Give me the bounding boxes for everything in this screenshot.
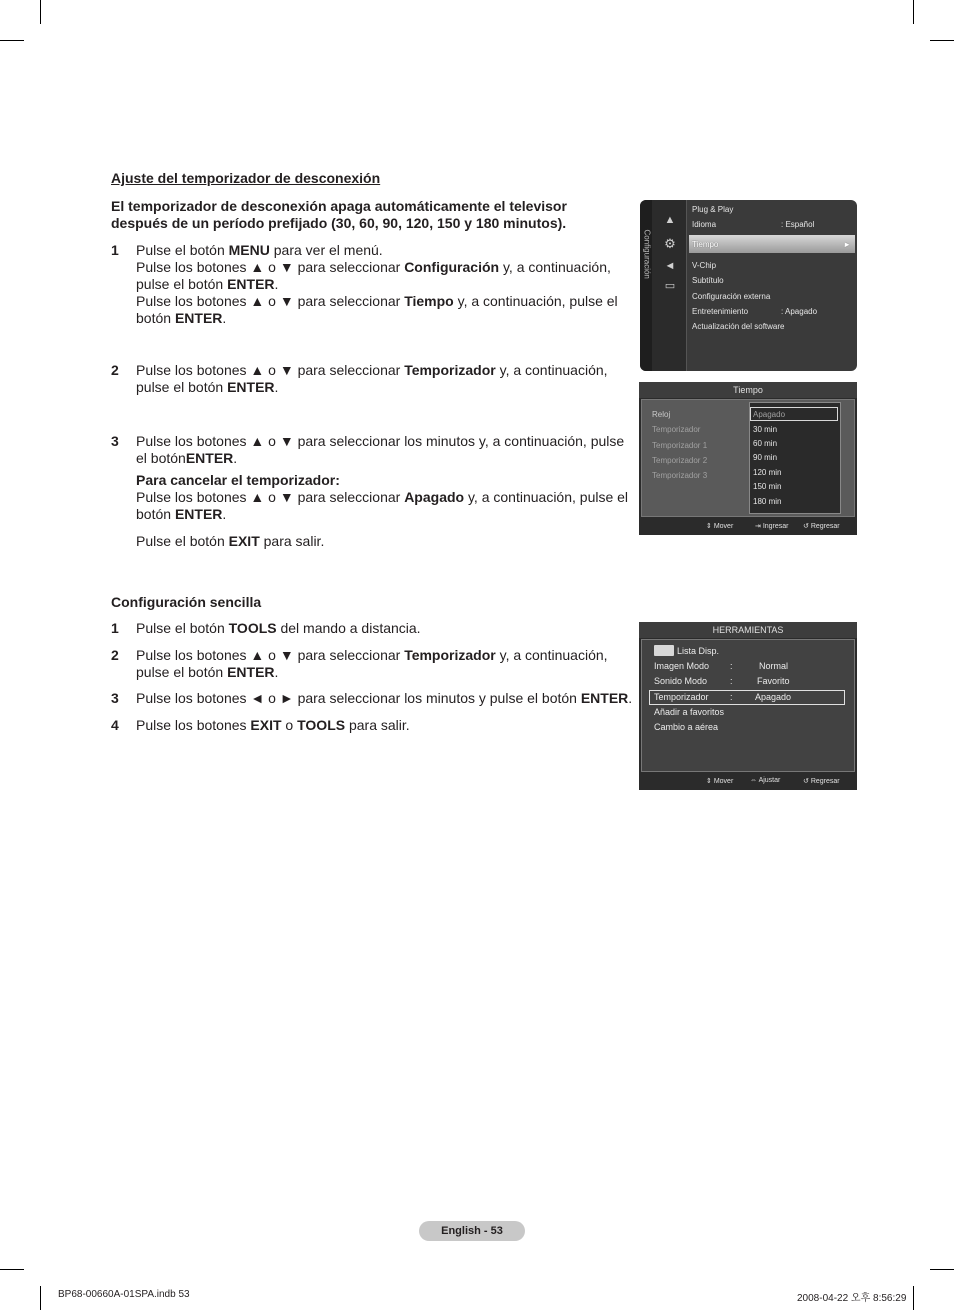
- colon: :: [730, 661, 733, 671]
- option-90[interactable]: 90 min: [753, 453, 778, 462]
- updown-icon: ⇕: [706, 523, 712, 530]
- tiempo-menu-screenshot: [639, 382, 857, 535]
- step-number: 1: [111, 242, 119, 258]
- menu-item-plug-play[interactable]: Plug & Play: [692, 205, 734, 214]
- menu-item-temporizador-2[interactable]: Temporizador 2: [652, 456, 708, 465]
- step-text: Pulse el botón MENU para ver el menú. Pulse los botones ▲ o ▼ para seleccionar Configuración y, a continuación, pulse el botón ENTER. Pulse los botones ▲ o ▼ para seleccionar Tiempo y, a continuación, pulse el botón ENTER.: [136, 242, 618, 326]
- plug-icon: ▲: [664, 214, 676, 226]
- tools-item-anadir-favoritos[interactable]: Añadir a favoritos: [654, 707, 725, 717]
- menu-title: Tiempo: [639, 382, 857, 398]
- option-120[interactable]: 120 min: [753, 468, 782, 477]
- menu-item-temporizador-3[interactable]: Temporizador 3: [652, 471, 708, 480]
- tools-item-imagen-modo[interactable]: Imagen Modo: [654, 661, 710, 671]
- tools-item-lista-disp[interactable]: Lista Disp.: [677, 646, 720, 656]
- menu-body: [641, 639, 855, 772]
- menu-item-subtitulo[interactable]: Subtítulo: [692, 276, 724, 285]
- adjust-hint: ⇔ Ajustar: [750, 777, 781, 784]
- step-text: Pulse los botones EXIT o TOOLS para salir.: [136, 717, 410, 733]
- return-icon: ↺: [803, 778, 809, 785]
- return-icon: ↺: [803, 523, 809, 530]
- menu-item-actualizacion[interactable]: Actualización del software: [692, 322, 785, 331]
- tools-item-cambio-aerea[interactable]: Cambio a aérea: [654, 722, 719, 732]
- idioma-value: : Español: [781, 220, 815, 229]
- option-180[interactable]: 180 min: [753, 497, 782, 506]
- option-60[interactable]: 60 min: [753, 439, 778, 448]
- tools-menu-screenshot: [639, 622, 857, 790]
- menu-item-temporizador[interactable]: Temporizador: [652, 425, 701, 434]
- input-icon: ▭: [664, 280, 676, 292]
- menu-item-reloj[interactable]: Reloj: [652, 410, 671, 419]
- leftright-icon: ⇔: [750, 777, 757, 784]
- option-150[interactable]: 150 min: [753, 482, 782, 491]
- back-hint: ↺ Regresar: [803, 523, 840, 530]
- page-number: English - 53: [419, 1221, 525, 1241]
- step-text: Pulse los botones ◄ o ► para seleccionar los minutos y pulse el botón ENTER.: [136, 690, 633, 706]
- menu-item-vchip[interactable]: V-Chip: [692, 261, 717, 270]
- colon: :: [730, 692, 733, 702]
- option-30[interactable]: 30 min: [753, 425, 778, 434]
- section-title: Ajuste del temporizador de desconexión: [111, 170, 381, 186]
- imagen-modo-value: Normal: [759, 661, 789, 671]
- option-apagado[interactable]: Apagado: [753, 410, 786, 419]
- crop-mark: [930, 40, 954, 41]
- gear-icon: ⚙: [664, 236, 676, 251]
- antenna-icon: ◄: [664, 260, 676, 272]
- sonido-modo-value: Favorito: [757, 676, 790, 686]
- section-title: Configuración sencilla: [111, 594, 262, 610]
- step-number: 4: [111, 717, 119, 733]
- crop-mark: [40, 1286, 41, 1310]
- enter-icon: ⇥: [755, 523, 761, 530]
- move-hint: ⇕ Mover: [706, 523, 734, 530]
- crop-mark: [0, 40, 24, 41]
- move-hint: ⇕ Mover: [706, 778, 734, 785]
- anynet-logo-icon: [654, 645, 674, 656]
- timer-options-list: [749, 402, 841, 514]
- menu-item-tiempo-selected[interactable]: [689, 235, 855, 253]
- step-number: 3: [111, 690, 119, 706]
- cancel-subtitle: Para cancelar el temporizador:: [136, 472, 340, 488]
- arrow-right-icon: ►: [843, 240, 851, 249]
- footer-timestamp: 2008-04-22 오후 8:56:29: [797, 1293, 907, 1304]
- step-text: Pulse el botón TOOLS del mando a distancia.: [136, 620, 421, 636]
- crop-mark: [930, 1269, 954, 1270]
- step-text: Pulse los botones ▲ o ▼ para seleccionar los minutos y, a continuación, pulse el botónENTER. Para cancelar el temporizador: Pulse los botones ▲ o ▼ para seleccionar Apagado y, a continuación, pulse el botón ENTER. Pulse el botón EXIT para salir.: [136, 433, 631, 550]
- menu-side-title: Configuración: [642, 229, 652, 279]
- enter-hint: ⇥ Ingresar: [755, 523, 789, 530]
- colon: :: [730, 676, 733, 686]
- step-text: Pulse los botones ▲ o ▼ para seleccionar Temporizador y, a continuación, pulse el botón ENTER.: [136, 362, 608, 395]
- step-text: Pulse los botones ▲ o ▼ para seleccionar Temporizador y, a continuación, pulse el botón ENTER.: [136, 647, 608, 680]
- temporizador-value: Apagado: [755, 692, 792, 702]
- step-number: 2: [111, 647, 119, 663]
- footer-file-info: BP68-00660A-01SPA.indb 53: [58, 1289, 190, 1300]
- menu-item-config-externa[interactable]: Configuración externa: [692, 292, 771, 301]
- step-number: 3: [111, 433, 119, 449]
- divider: [686, 200, 687, 371]
- updown-icon: ⇕: [706, 778, 712, 785]
- crop-mark: [913, 0, 914, 24]
- menu-item-entretenimiento[interactable]: Entretenimiento: [692, 307, 749, 316]
- tools-item-temporizador[interactable]: Temporizador: [654, 692, 709, 702]
- crop-mark: [913, 1286, 914, 1310]
- setup-menu-screenshot: [640, 200, 857, 371]
- tools-item-sonido-modo[interactable]: Sonido Modo: [654, 676, 708, 686]
- entretenimiento-value: : Apagado: [781, 307, 818, 316]
- crop-mark: [0, 1269, 24, 1270]
- step-number: 1: [111, 620, 119, 636]
- menu-title: HERRAMIENTAS: [639, 622, 857, 638]
- menu-item-temporizador-1[interactable]: Temporizador 1: [652, 441, 708, 450]
- menu-item-label: Tiempo: [692, 240, 719, 249]
- crop-mark: [40, 0, 41, 24]
- back-hint: ↺ Regresar: [803, 778, 840, 785]
- section-intro: El temporizador de desconexión apaga automáticamente el televisor después de un período prefijado (30, 60, 90, 120, 150 y 180 minutos).: [111, 198, 567, 231]
- menu-item-idioma[interactable]: Idioma: [692, 220, 717, 229]
- step-number: 2: [111, 362, 119, 378]
